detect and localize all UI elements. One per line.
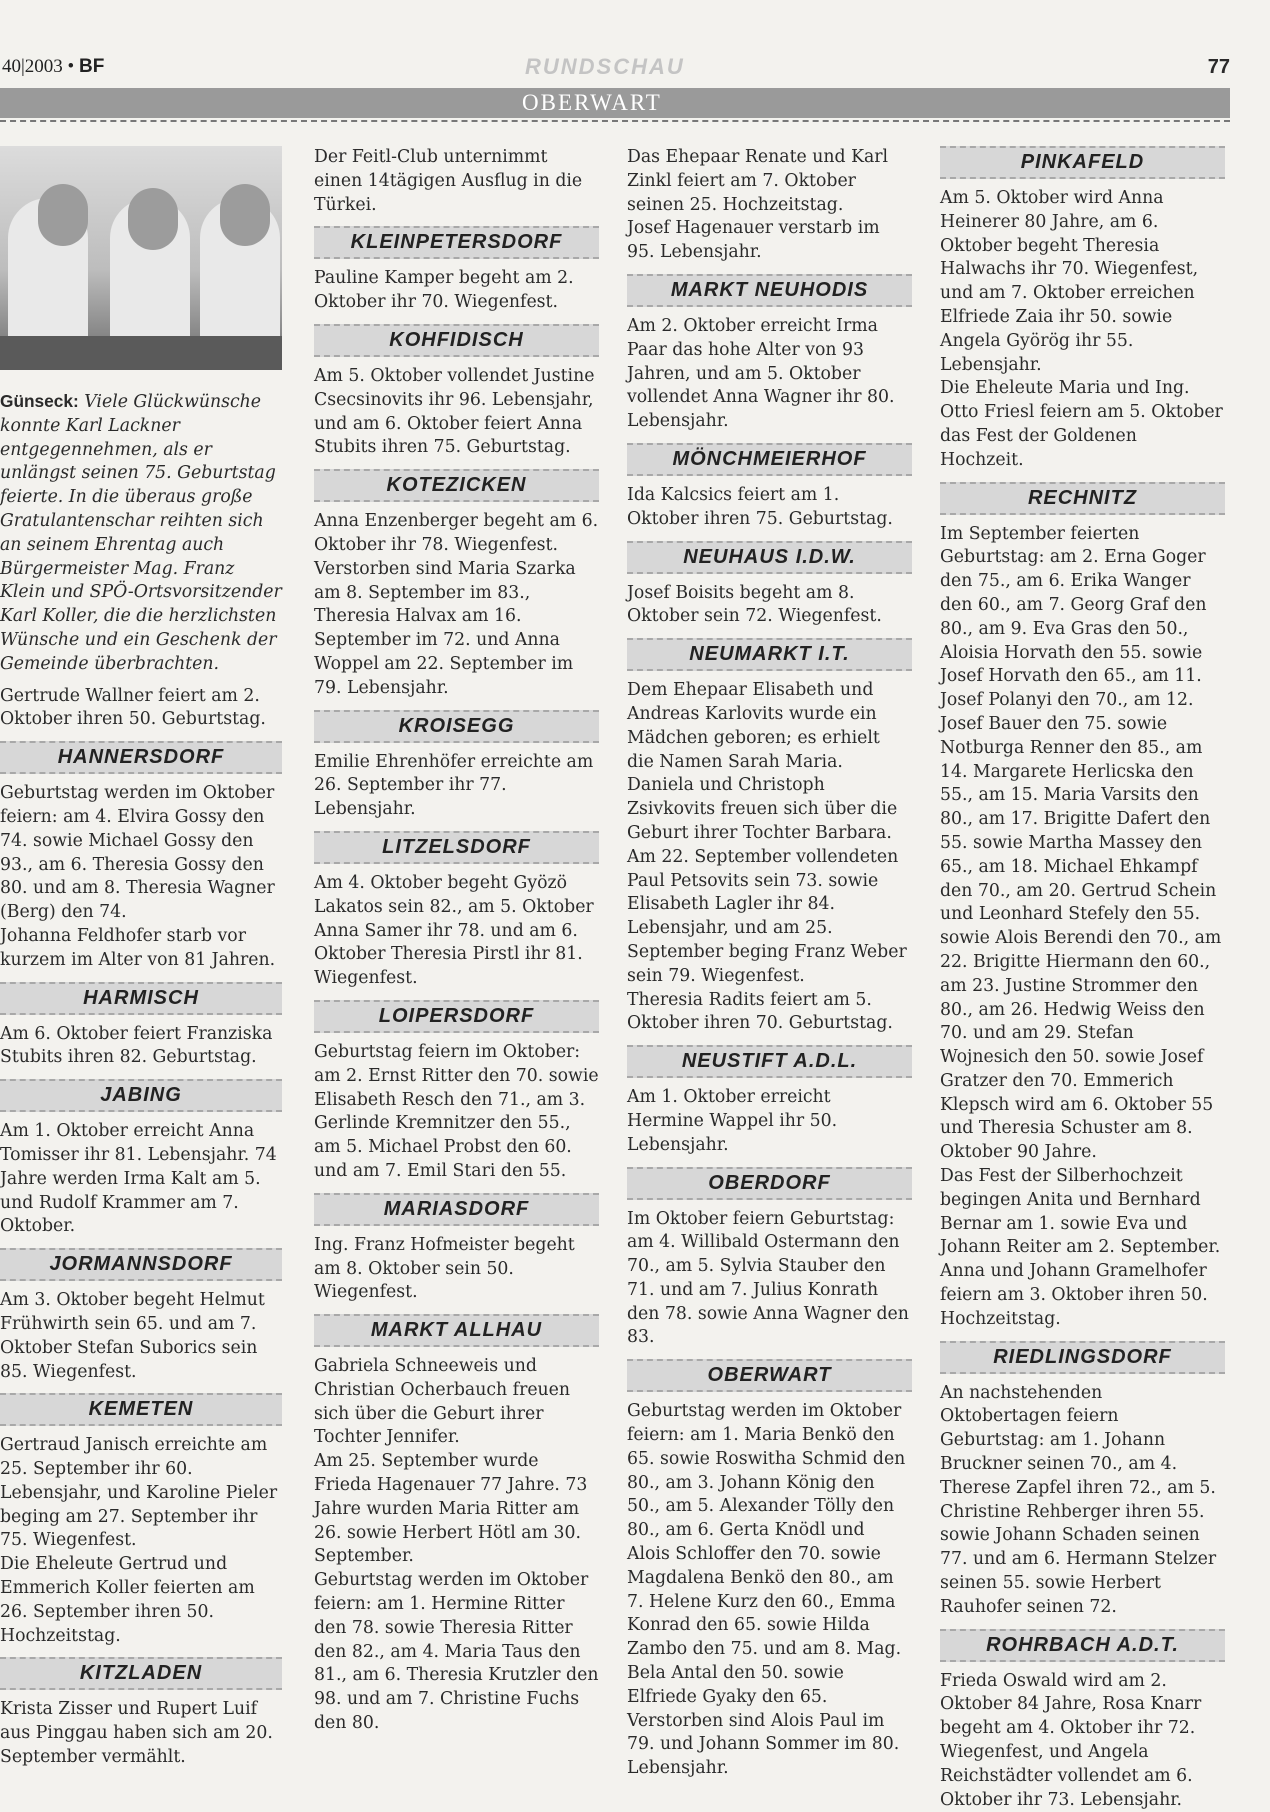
region-title: OBERWART: [522, 90, 662, 115]
town-heading: KOTEZICKEN: [314, 469, 599, 502]
news-paragraph: Am 5. Oktober wird Anna Heinerer 80 Jahre, am 6. Oktober begeht Theresia Halwachs ihr 70. Wiegenfest, und am 7. Oktober erreichen Elfriede Zaia ihr 50. sowie Angela Györög ihr 55. Lebensjahr.: [940, 188, 1199, 375]
news-paragraph: Am 2. Oktober erreicht Irma Paar das hohe Alter von 93 Jahren, und am 5. Oktober vollendet Anna Wagner ihr 80. Lebensjahr.: [627, 315, 895, 432]
news-paragraph: Pauline Kamper begeht am 2. Oktober ihr 70. Wiegenfest.: [314, 268, 574, 313]
intro-paragraph: Josef Hagenauer verstarb im 95. Lebensjahr.: [627, 218, 880, 263]
town-heading: NEUMARKT I.T.: [627, 638, 912, 671]
photo-head-center: [128, 188, 178, 250]
photo-head-right: [220, 184, 270, 246]
section-title: RUNDSCHAU: [525, 54, 685, 79]
town-heading: KROISEGG: [314, 710, 599, 743]
photo-caption: [0, 390, 282, 677]
header-divider: [0, 120, 1230, 122]
news-paragraph: Im September feierten Geburtstag: am 2. Erna Goger den 75., am 6. Erika Wanger den 60., am 7. Georg Graf den 80., am 9. Eva Gras den 50., Aloisia Horvath den 55. sowie Josef Horvath den 65., am 11. Josef Polanyi den 70., am 12. Josef Bauer den 75. sowie Notburga Renner den 85., am 14. Margarete Herlicska den 55., am 15. Maria Varsits den 80., am 17. Brigitte Dafert den 55. sowie Martha Massey den 65., am 18. Michael Ehkampf den 70., am 20. Gertrud Schein und Leonhard Stefely den 55. sowie Alois Berendi den 70., am 22. Brigitte Hiermann den 60., am 23. Justine Strommer den 80., am 26. Hedwig Weiss den 70. und am 29. Stefan Wojnesich den 50. sowie Josef Gratzer den 70. Emmerich Klepsch wird am 6. Oktober 55 und Theresia Schuster am 8. Oktober 90 Jahre.: [940, 523, 1222, 1163]
news-paragraph: Das Fest der Silberhochzeit begingen Anita und Bernhard Bernar am 1. sowie Eva und Johann Reiter am 2. September.: [940, 1166, 1221, 1258]
town-heading: OBERDORF: [627, 1167, 912, 1200]
group-photo: [0, 146, 282, 370]
column-body: [0, 685, 282, 1770]
town-heading: MARKT ALLHAU: [314, 1314, 599, 1347]
town-heading: LOIPERSDORF: [314, 1000, 599, 1033]
news-paragraph: Geburtstag feiern im Oktober: am 2. Ernst Ritter den 70. sowie Elisabeth Resch den 71., am 3. Gerlinde Kremnitzer den 55., am 5. Michael Probst den 60. und am 7. Emil Stari den 55.: [314, 1041, 599, 1181]
town-heading: KITZLADEN: [0, 1657, 282, 1690]
town-heading: JABING: [0, 1079, 282, 1112]
news-paragraph: Geburtstag werden im Oktober feiern: am 1. Hermine Ritter den 78. sowie Theresia Ritter den 82., am 4. Maria Taus den 81., am 6. Theresia Krutzler den 98. und am 7. Christine Fuchs den 80.: [314, 1570, 599, 1734]
intro-paragraph: Das Ehepaar Renate und Karl Zinkl feiert am 7. Oktober seinen 25. Hochzeitstag.: [627, 147, 889, 215]
news-paragraph: Geburtstag werden im Oktober feiern: am 1. Maria Benkö den 65. sowie Roswitha Schmid den 80., am 3. Johann König den 50., am 5. Alexander Tölly den 80., am 6. Gerta Knödl und Alois Schloffer den 70. sowie Magdalena Benkö den 80., am 7. Helene Kurz den 60., Emma Konrad den 65. sowie Hilda Zambo den 75. und am 8. Mag. Bela Antal den 50. sowie Elfriede Gyaky den 65.: [627, 1401, 906, 1707]
column-3: [627, 146, 912, 1781]
news-paragraph: Anna Enzenberger begeht am 6. Oktober ihr 78. Wiegenfest. Verstorben sind Maria Szarka am 8. September im 83., Theresia Halvax am 16. September im 72. und Anna Woppel am 22. September im 79. Lebensjahr.: [314, 511, 599, 698]
news-paragraph: Theresia Radits feiert am 5. Oktober ihren 70. Geburtstag.: [627, 989, 893, 1034]
issue-number: 40|2003 •: [2, 56, 75, 77]
photo-head-left: [38, 184, 88, 246]
news-paragraph: An nachstehenden Oktobertagen feiern Geburtstag: am 1. Johann Bruckner seinen 70., am 4. Therese Zapfel ihren 72., am 5. Christine Rehberger ihren 55. sowie Johann Schaden seinen 77. und am 6. Hermann Stelzer seinen 55. sowie Herbert Rauhofer seinen 72.: [940, 1382, 1217, 1617]
column-body: [940, 146, 1225, 1812]
town-heading: JORMANNSDORF: [0, 1248, 282, 1281]
caption-lead: Günseck:: [0, 391, 79, 411]
news-paragraph: Anna und Johann Gramelhofer feiern am 3. Oktober ihren 50. Hochzeitstag.: [940, 1261, 1208, 1329]
news-paragraph: Gabriela Schneeweis und Christian Ocherbauch freuen sich über die Geburt ihrer Tochter Jennifer.: [314, 1356, 571, 1448]
page-number: 77: [1207, 56, 1230, 78]
news-paragraph: Am 22. September vollendeten Paul Petsovits sein 73. sowie Elisabeth Lagler ihr 84. Lebensjahr, und am 25. September beging Franz Weber sein 79. Wiegenfest.: [627, 846, 907, 986]
town-heading: KEMETEN: [0, 1393, 282, 1426]
issue-info: [2, 56, 104, 78]
town-heading: NEUHAUS I.D.W.: [627, 541, 912, 574]
news-paragraph: Am 4. Oktober begeht Gyözö Lakatos sein 82., am 5. Oktober Anna Samer ihr 78. und am 6. Oktober Theresia Pirstl ihr 81. Wiegenfest.: [314, 872, 594, 989]
page-header: [0, 54, 1230, 84]
town-heading: ROHRBACH A.D.T.: [940, 1629, 1225, 1662]
news-paragraph: Emilie Ehrenhöfer erreichte am 26. September ihr 77. Lebensjahr.: [314, 751, 594, 820]
news-paragraph: Dem Ehepaar Elisabeth und Andreas Karlovits wurde ein Mädchen geboren; es erhielt die Namen Sarah Maria. Daniela und Christoph Zsivkovits freuen sich über die Geburt ihrer Tochter Barbara.: [627, 680, 898, 843]
news-paragraph: Am 1. Oktober erreicht Anna Tomisser ihr 81. Lebensjahr. 74 Jahre werden Irma Kalt am 5. und Rudolf Krammer am 7. Oktober.: [0, 1121, 277, 1237]
news-paragraph: Im Oktober feiern Geburtstag: am 4. Willibald Ostermann den 70., am 5. Sylvia Stauber den 71. und am 7. Julius Konrath den 78. sowie Anna Wagner den 83.: [627, 1208, 909, 1348]
news-paragraph: Verstorben sind Alois Paul im 79. und Johann Sommer im 80. Lebensjahr.: [627, 1710, 900, 1779]
town-heading: PINKAFELD: [940, 146, 1225, 179]
news-paragraph: Johanna Feldhofer starb vor kurzem im Alter von 81 Jahren.: [0, 925, 276, 970]
column-body: [627, 146, 912, 1781]
town-heading: MARIASDORF: [314, 1193, 599, 1226]
news-paragraph: Die Eheleute Maria und Ing. Otto Friesl feiern am 5. Oktober das Fest der Goldenen Hochzeit.: [940, 378, 1223, 470]
town-heading: KOHFIDISCH: [314, 324, 599, 357]
news-paragraph: Geburtstag werden im Oktober feiern: am 4. Elvira Gossy den 74. sowie Michael Gossy den 93., am 6. Theresia Gossy den 80. und am 8. Theresia Wagner (Berg) den 74.: [0, 783, 275, 923]
town-heading: MÖNCHMEIERHOF: [627, 443, 912, 476]
town-heading: LITZELSDORF: [314, 831, 599, 864]
town-heading: HARMISCH: [0, 982, 282, 1015]
news-paragraph: Am 3. Oktober begeht Helmut Frühwirth sein 65. und am 7. Oktober Stefan Suborics sein 85. Wiegenfest.: [0, 1290, 265, 1382]
news-paragraph: Frieda Oswald wird am 2. Oktober 84 Jahre, Rosa Knarr begeht am 4. Oktober ihr 72. Wiegenfest, und Angela Reichstädter vollendet am 6. Oktober ihr 73. Lebensjahr.: [940, 1670, 1202, 1810]
news-paragraph: Ida Kalcsics feiert am 1. Oktober ihren 75. Geburtstag.: [627, 484, 893, 529]
town-heading: NEUSTIFT A.D.L.: [627, 1045, 912, 1078]
column-body: [314, 146, 599, 1736]
brand-logo: BF: [78, 56, 105, 77]
intro-paragraph: Gertrude Wallner feiert am 2. Oktober ihren 50. Geburtstag.: [0, 685, 266, 730]
news-paragraph: Am 5. Oktober vollendet Justine Csecsinovits ihr 96. Lebensjahr, und am 6. Oktober feiert Anna Stubits ihren 75. Geburtstag.: [314, 365, 595, 458]
news-paragraph: Die Eheleute Gertrud und Emmerich Koller feierten am 26. September ihren 50. Hochzeitstag.: [0, 1554, 255, 1646]
news-paragraph: Am 6. Oktober feiert Franziska Stubits ihren 82. Geburtstag.: [0, 1023, 273, 1068]
news-paragraph: Am 1. Oktober erreicht Hermine Wappel ihr 50. Lebensjahr.: [627, 1087, 838, 1155]
news-paragraph: Ing. Franz Hofmeister begeht am 8. Oktober sein 50. Wiegenfest.: [314, 1234, 575, 1303]
caption-text: Viele Glückwünsche konnte Karl Lackner entgegennehmen, als er unlängst seinen 75. Geburtstag feierte. In die überaus große Gratulantenschar reihten sich an seinem Ehrentag auch Bürgermeister Mag. Franz Klein und SPÖ-Ortsvorsitzender Karl Koller, die die herzlichsten Wünsche und ein Geschenk der Gemeinde überbrachten.: [0, 392, 282, 674]
town-heading: KLEINPETERSDORF: [314, 226, 599, 259]
column-2: [314, 146, 599, 1736]
town-heading: RIEDLINGSDORF: [940, 1341, 1225, 1374]
town-heading: RECHNITZ: [940, 482, 1225, 515]
column-1: [0, 146, 282, 1770]
town-heading: HANNERSDORF: [0, 741, 282, 774]
region-band: [0, 88, 1230, 118]
news-paragraph: Josef Boisits begeht am 8. Oktober sein 72. Wiegenfest.: [627, 582, 882, 627]
news-paragraph: Gertraud Janisch erreichte am 25. September ihr 60. Lebensjahr, und Karoline Pieler beging am 27. September ihr 75. Wiegenfest.: [0, 1435, 278, 1551]
intro-paragraph: Der Feitl-Club unternimmt einen 14tägigen Ausflug in die Türkei.: [314, 147, 583, 215]
photo-table: [0, 336, 282, 370]
news-paragraph: Krista Zisser und Rupert Luif aus Pinggau haben sich am 20. September vermählt.: [0, 1699, 273, 1768]
column-4: [940, 146, 1225, 1812]
news-paragraph: Am 25. September wurde Frieda Hagenauer 77 Jahre. 73 Jahre wurden Maria Ritter am 26. sowie Herbert Hötl am 30. September.: [314, 1451, 588, 1567]
town-heading: MARKT NEUHODIS: [627, 274, 912, 307]
town-heading: OBERWART: [627, 1359, 912, 1392]
